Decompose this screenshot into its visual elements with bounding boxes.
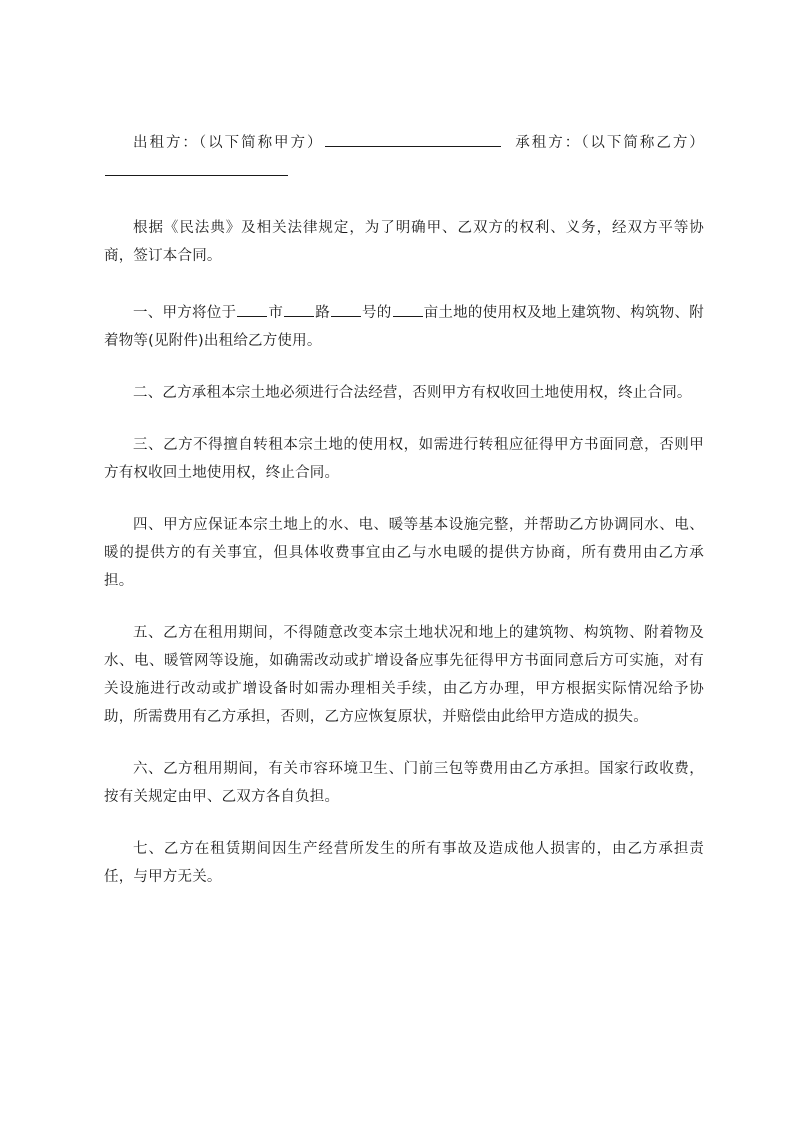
clause-3: 三、乙方不得擅自转租本宗土地的使用权，如需进行转租应征得甲方书面同意，否则甲方有权收回土地使用权，终止合同。 [104, 437, 704, 481]
clause-1-part-4: 号的 [361, 305, 392, 321]
lessee-label: 承租方：（以下简称乙方） [513, 135, 704, 151]
clause-1 [104, 298, 704, 355]
lessor-name-blank [325, 128, 501, 147]
area-blank [393, 298, 423, 317]
lessee-name-blank [105, 157, 288, 176]
clause-1-part-2: 市 [268, 305, 284, 321]
clause-1-part-3: 路 [315, 305, 330, 321]
clause-2: 二、乙方承租本宗土地必须进行合法经营，否则甲方有权收回土地使用权，终止合同。 [133, 385, 692, 401]
contract-body [104, 128, 704, 891]
city-blank [237, 298, 267, 317]
clause-4: 四、甲方应保证本宗土地上的水、电、暖等基本设施完整，并帮助乙方协调同水、电、暖的提供方的有关事宜，但具体收费事宜由乙与水电暖的提供方协商，所有费用由乙方承担。 [104, 517, 704, 589]
number-blank [331, 298, 361, 317]
clause-6: 六、乙方租用期间，有关市容环境卫生、门前三包等费用由乙方承担。国家行政收费，按有关规定由甲、乙双方各自负担。 [104, 761, 704, 805]
lessor-label: 出租方：（以下简称甲方） [133, 135, 324, 151]
preamble-paragraph: 根据《民法典》及相关法律规定，为了明确甲、乙双方的权利、义务，经双方平等协商，签订本合同。 [104, 220, 704, 264]
clause-7: 七、乙方在租赁期间因生产经营所发生的所有事故及造成他人损害的，由乙方承担责任，与甲方无关。 [104, 841, 704, 885]
parties-line [104, 128, 704, 186]
clause-5: 五、乙方在租用期间，不得随意改变本宗土地状况和地上的建筑物、构筑物、附着物及水、电、暖管网等设施，如确需改动或扩增设备应事先征得甲方书面同意后方可实施，对有关设施进行改动或扩增设备时如需办理相关手续，由乙方办理，甲方根据实际情况给予协助，所需费用有乙方承担，否则，乙方应恢复原状，并赔偿由此给甲方造成的损失。 [104, 625, 704, 725]
clause-1-part-5: 亩土地的使用权及地上建筑物、构筑物、附着物等(见附件)出租给乙方使用。 [104, 305, 705, 349]
road-blank [284, 298, 314, 317]
clause-1-part-1: 一、甲方将位于 [133, 305, 237, 321]
